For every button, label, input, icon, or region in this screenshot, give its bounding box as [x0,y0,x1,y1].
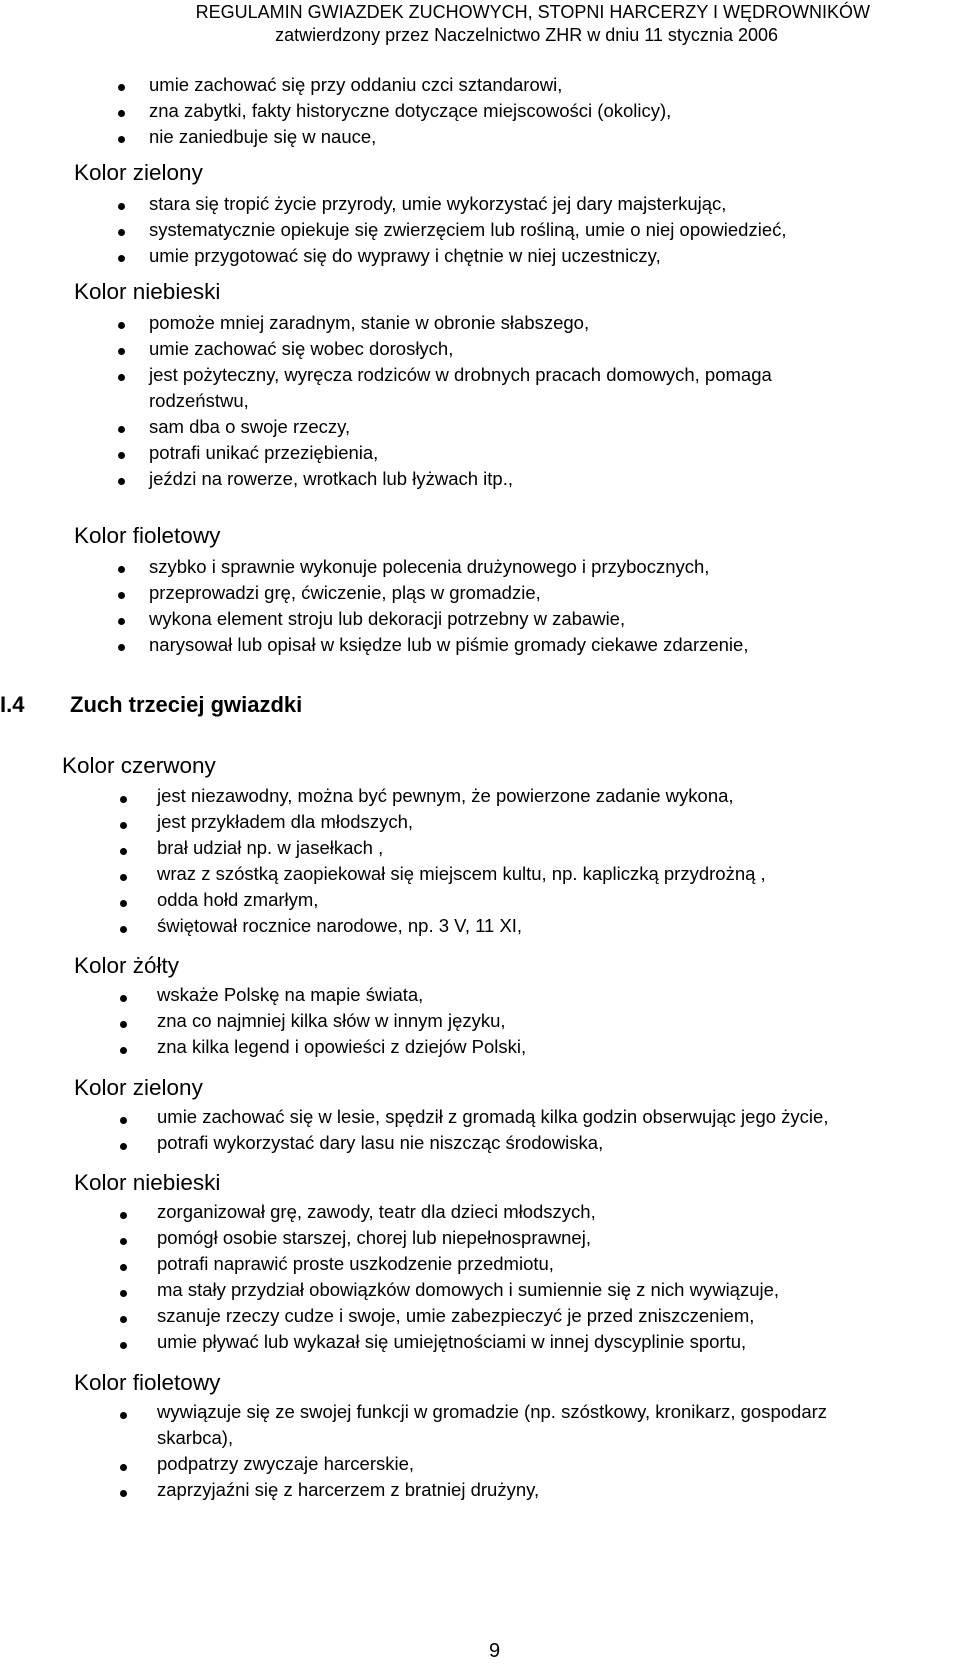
bullet [120,1117,127,1124]
list-item: umie przygotować się do wyprawy i chętnie w niej uczestniczy, [149,245,661,266]
list-item: wywiązuje się ze swojej funkcji w gromadzie (np. szóstkowy, kronikarz, gospodarz [157,1401,828,1422]
list-item-continuation: rodzeństwu, [149,390,249,411]
bullet [118,566,125,573]
list-item: wraz z szóstką zaopiekował się miejscem kultu, np. kapliczką przydrożną , [157,863,766,884]
section-heading-green: Kolor zielony [74,160,203,185]
section-heading-red: Kolor czerwony [62,753,216,778]
bullet [120,1342,127,1349]
bullet [118,136,125,143]
chapter-title: Zuch trzeciej gwiazdki [70,692,303,717]
bullet [120,1143,127,1150]
section-heading-purple: Kolor fioletowy [74,1370,221,1395]
bullet [118,110,125,117]
list-item: zna co najmniej kilka słów w innym języku, [157,1010,506,1031]
bullet [118,255,125,262]
bullet [118,592,125,599]
section-heading-green: Kolor zielony [74,1075,203,1100]
bullet [118,322,125,329]
list-item: pomógł osobie starszej, chorej lub niepełnosprawnej, [157,1227,591,1248]
list-item: zaprzyjaźni się z harcerzem z bratniej drużyny, [157,1479,540,1500]
chapter-number: I.4 [0,692,25,717]
bullet [120,1047,127,1054]
bullet [118,478,125,485]
section-heading-purple: Kolor fioletowy [74,523,221,548]
bullet [118,644,125,651]
bullet [120,1021,127,1028]
bullet [118,374,125,381]
list-item: ma stały przydział obowiązków domowych i sumiennie się z nich wywiązuje, [157,1279,780,1300]
list-item: zna zabytki, fakty historyczne dotyczące miejscowości (okolicy), [149,100,672,121]
bullet [120,1290,127,1297]
bullet [120,1238,127,1245]
bullet [120,1412,127,1419]
list-item: jest przykładem dla młodszych, [157,811,414,832]
bullet [120,796,127,803]
bullet [120,848,127,855]
bullet [120,900,127,907]
list-item: podpatrzy zwyczaje harcerskie, [157,1453,415,1474]
bullet [120,1264,127,1271]
list-item: narysował lub opisał w księdze lub w piśmie gromady ciekawe zdarzenie, [149,634,749,655]
bullet [120,1212,127,1219]
list-item: potrafi wykorzystać dary lasu nie niszcząc środowiska, [157,1132,604,1153]
list-item: potrafi unikać przeziębienia, [149,442,379,463]
bullet [120,822,127,829]
bullet [120,874,127,881]
list-item: szybko i sprawnie wykonuje polecenia drużynowego i przybocznych, [149,556,710,577]
list-item: zna kilka legend i opowieści z dziejów Polski, [157,1036,527,1057]
page-header [0,0,960,50]
bullet [120,1490,127,1497]
page-number: 9 [489,1640,501,1662]
bullet [118,229,125,236]
list-item: wskaże Polskę na mapie świata, [157,984,424,1005]
header-subtitle: zatwierdzony przez Naczelnictwo ZHR w dniu 11 stycznia 2006 [275,25,778,45]
list-item: umie zachować się przy oddaniu czci sztandarowi, [149,74,563,95]
bullet [118,452,125,459]
bullet [120,995,127,1002]
list-item: umie pływać lub wykazał się umiejętnościami w innej dyscyplinie sportu, [157,1331,747,1352]
list-item: stara się tropić życie przyrody, umie wykorzystać jej dary majsterkując, [149,193,727,214]
section-heading-yellow: Kolor żółty [74,953,180,978]
list-item: nie zaniedbuje się w nauce, [149,126,377,147]
list-item: jest niezawodny, można być pewnym, że powierzone zadanie wykona, [157,785,734,806]
bullet [118,203,125,210]
list-item: sam dba o swoje rzeczy, [149,416,351,437]
header-title: REGULAMIN GWIAZDEK ZUCHOWYCH, STOPNI HARCERZY I WĘDROWNIKÓW [195,2,870,22]
list-item: zorganizował grę, zawody, teatr dla dzieci młodszych, [157,1201,596,1222]
list-item: przeprowadzi grę, ćwiczenie, pląs w gromadzie, [149,582,541,603]
list-item: brał udział np. w jasełkach , [157,837,384,858]
section-heading-blue: Kolor niebieski [74,279,221,304]
bullet [118,348,125,355]
list-item: wykona element stroju lub dekoracji potrzebny w zabawie, [149,608,626,629]
list-item: szanuje rzeczy cudze i swoje, umie zabezpieczyć je przed zniszczeniem, [157,1305,755,1326]
list-item: systematycznie opiekuje się zwierzęciem lub rośliną, umie o niej opowiedzieć, [149,219,787,240]
list-item-continuation: skarbca), [157,1427,234,1448]
list-item: jeździ na rowerze, wrotkach lub łyżwach itp., [149,468,513,489]
bullet [118,618,125,625]
list-item: jest pożyteczny, wyręcza rodziców w drobnych pracach domowych, pomaga [149,364,772,385]
list-item: umie zachować się wobec dorosłych, [149,338,454,359]
bullet [120,1464,127,1471]
bullet [120,1316,127,1323]
bullet [118,84,125,91]
bullet [120,926,127,933]
list-item: pomoże mniej zaradnym, stanie w obronie słabszego, [149,312,590,333]
list-item: świętował rocznice narodowe, np. 3 V, 11 XI, [157,915,523,936]
section-heading-blue: Kolor niebieski [74,1170,221,1195]
list-item: odda hołd zmarłym, [157,889,319,910]
list-item: umie zachować się w lesie, spędził z gromadą kilka godzin obserwując jego życie, [157,1106,829,1127]
list-item: potrafi naprawić proste uszkodzenie przedmiotu, [157,1253,554,1274]
bullet [118,426,125,433]
